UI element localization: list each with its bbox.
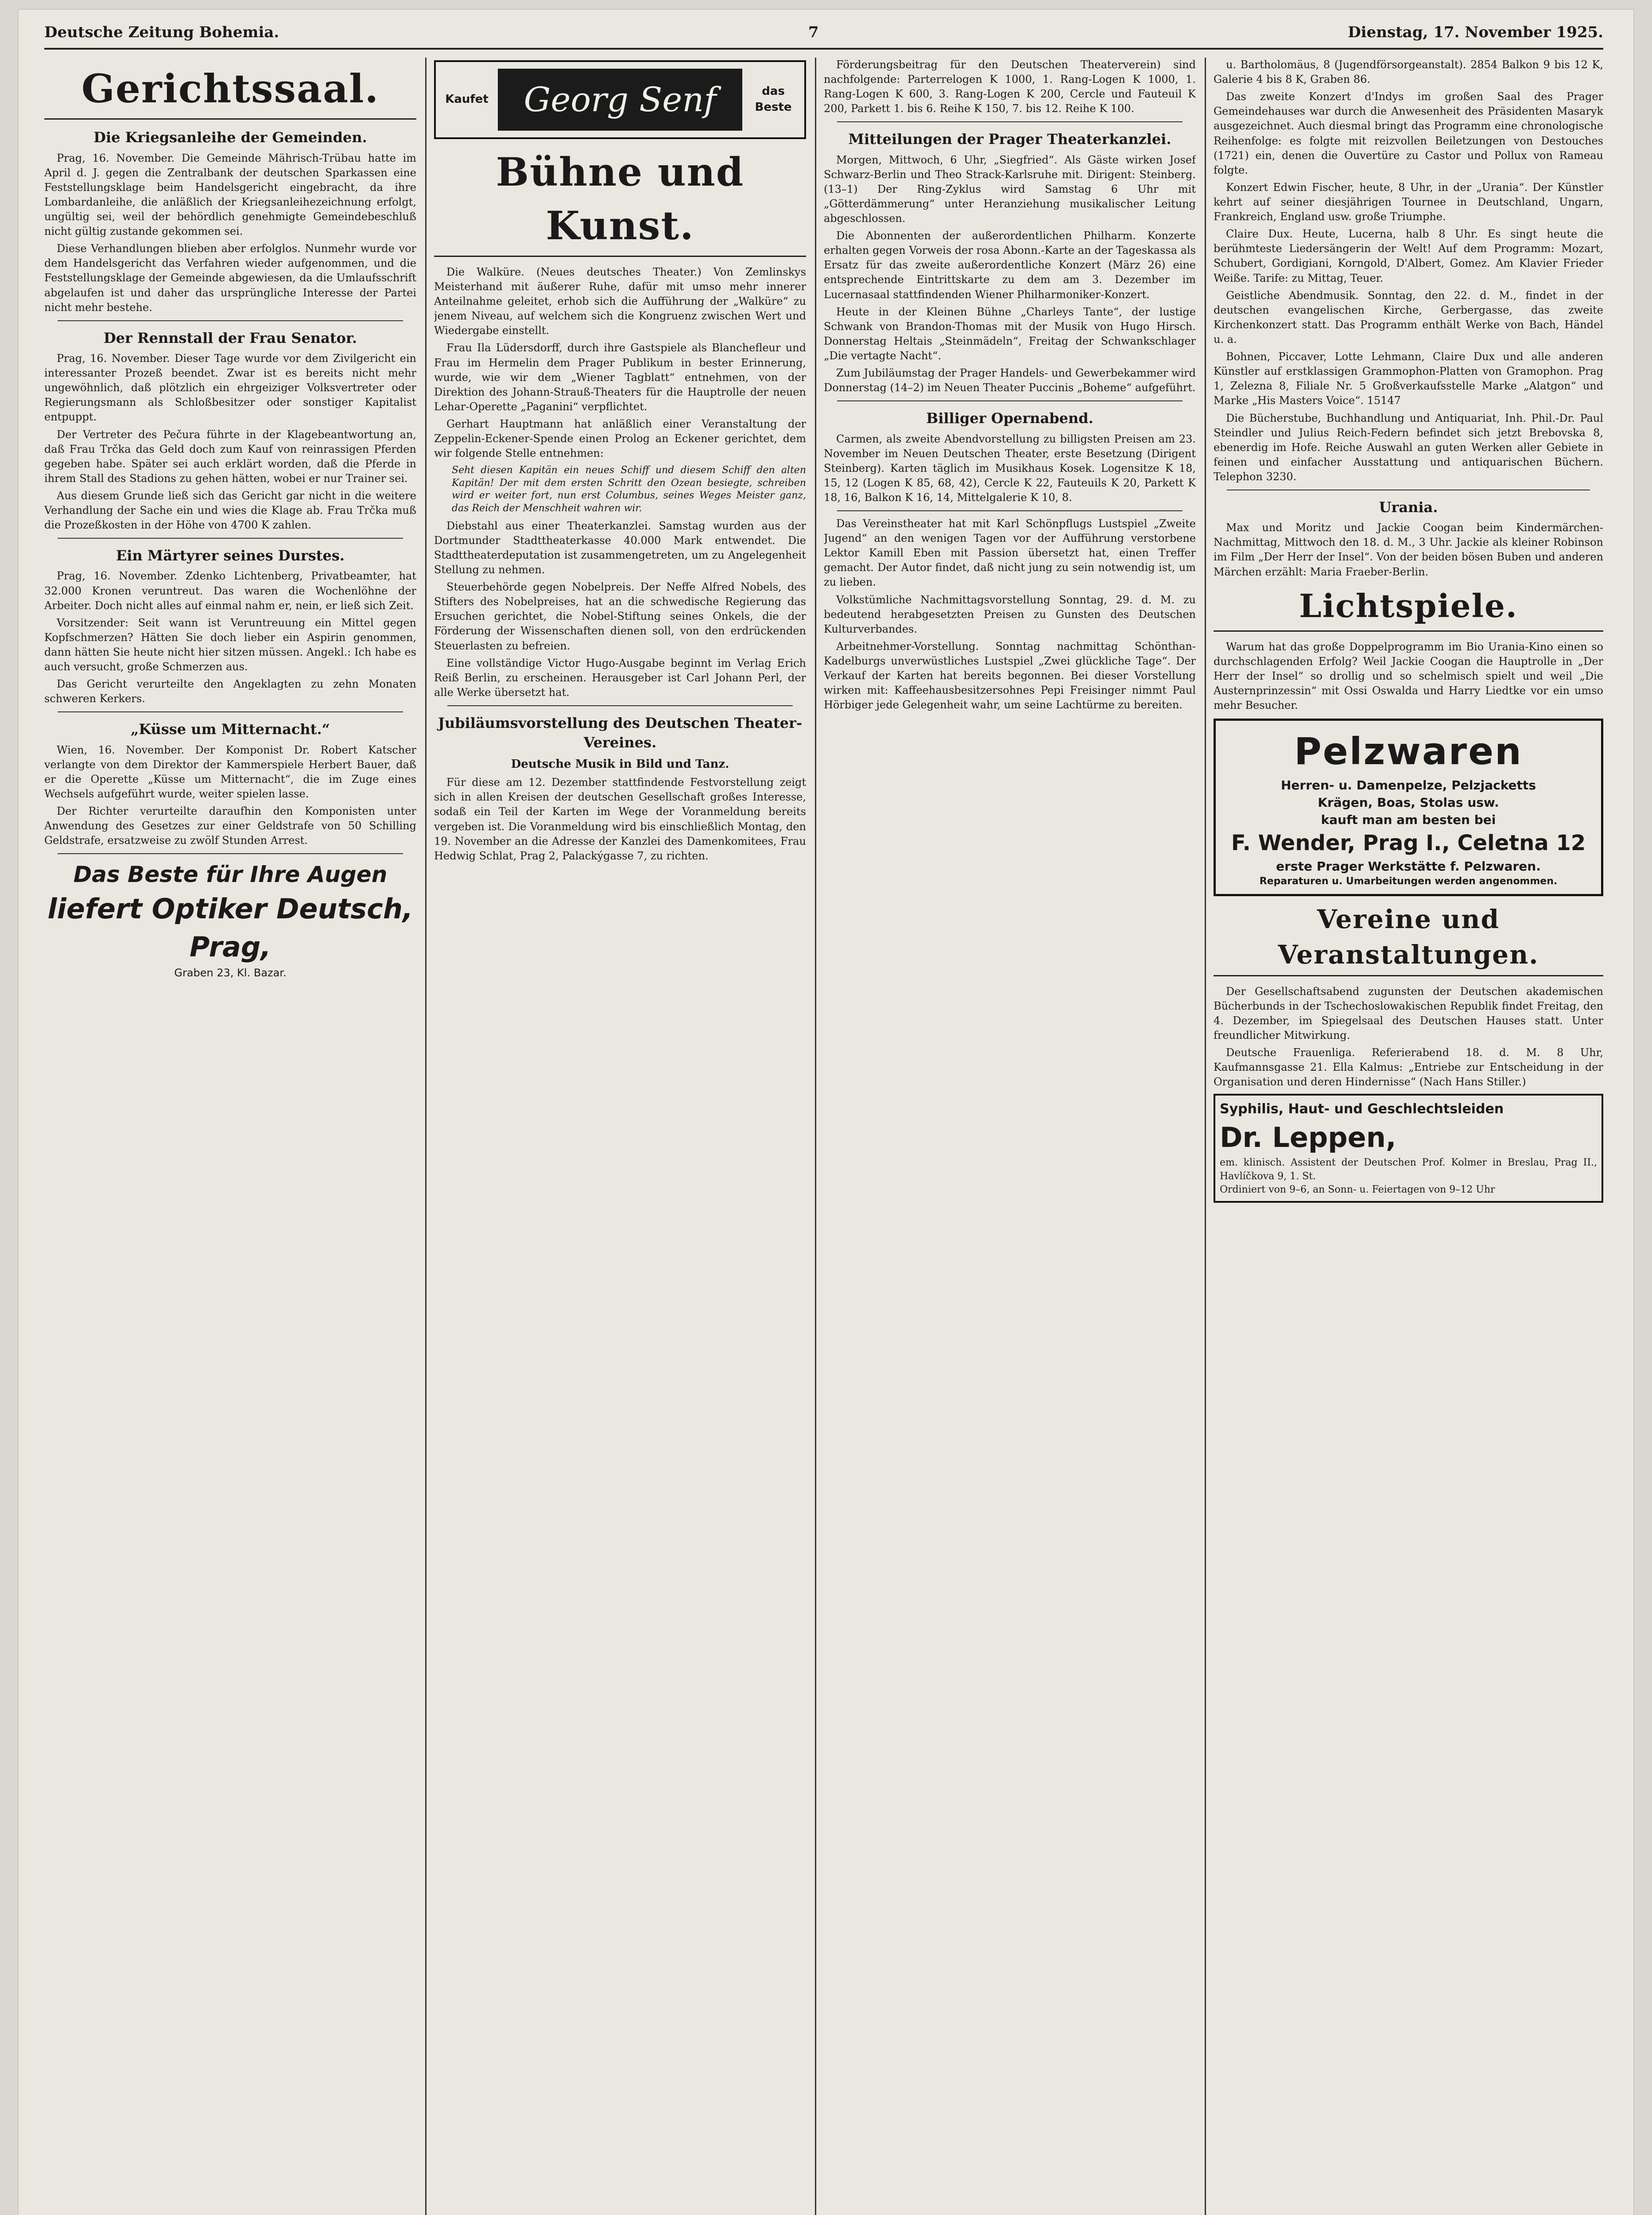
section-title-associations: Vereine und Veranstaltungen.	[1214, 902, 1603, 976]
ad-line: erste Prager Werkstätte f. Pelzwaren.	[1276, 859, 1541, 874]
section-title-court: Gerichtssaal.	[44, 62, 416, 120]
article-paragraph: Prag, 16. November. Die Gemeinde Mährisch-Trübau hatte im April d. J. gegen die Zentralbank der deutschen Sparkassen eine Feststellungsklage beim Handelsgericht eingebracht, da ihre Lombardanleihe, die anläßlich der Kriegsanleihezeichnung erfolgt, ungültig sei, weil der behördlich genehmigte Gemeindebeschluß nicht gültig zustande gekommen sei.	[44, 152, 416, 238]
article-paragraph: Der Gesellschaftsabend zugunsten der Deutschen akademischen Bücherbunds in der Tschechoslowakischen Republik findet Freitag, den 4. Dezember, im Spiegelsaal des Deutschen Hauses statt. Unter freundlicher Mitwirkung.	[1214, 985, 1603, 1041]
article-heading: Urania.	[1379, 499, 1438, 516]
article-paragraph: Max und Moritz und Jackie Coogan beim Kindermärchen-Nachmittag, Mittwoch den 18. d. M., 3 Uhr. Jackie als kleiner Robinson im Film „Der Herr der Insel“. Von der beiden bösen Buben und anderen Märchen erzählt: Maria Fraeber-Berlin.	[1214, 521, 1603, 578]
article-paragraph: u. Bartholomäus, 8 (Jugendförsorgeanstalt). 2854 Balkon 9 bis 12 K, Galerie 4 bis 8 K, Graben 86.	[1214, 58, 1603, 86]
doctor-advertisement	[1214, 1094, 1603, 1203]
ad-line: Herren- u. Damenpelze, Pelzjacketts	[1281, 778, 1536, 793]
article-paragraph: Diese Verhandlungen blieben aber erfolglos. Nunmehr wurde vor dem Handelsgericht das Verfahren wieder aufgenommen, und die Feststellungsklage der Gemeinde abgewiesen, da die Umlaufsschrift abgelaufen ist und daher das ursprüngliche Interesse der Partei nicht mehr bestehe.	[44, 242, 416, 314]
article-paragraph: Konzert Edwin Fischer, heute, 8 Uhr, in der „Urania“. Der Künstler kehrt auf seiner diesjährigen Tournee in Deutschland, Ungarn, Frankreich, England usw. große Triumphe.	[1214, 181, 1603, 223]
article-heading: Billiger Opernabend.	[926, 410, 1094, 427]
article-paragraph: Gerhart Hauptmann hat anläßlich einer Veranstaltung der Zeppelin-Eckener-Spende einen Prolog an Eckener gerichtet, dem wir folgende Stelle entnehmen:	[434, 417, 806, 460]
ad-company: Dr. Leppen,	[1220, 1121, 1396, 1154]
ad-address: Graben 23, Kl. Bazar.	[174, 967, 287, 979]
article-heading: Ein Märtyrer seines Durstes.	[116, 547, 345, 564]
divider	[58, 711, 403, 712]
article-heading: Mitteilungen der Prager Theaterkanzlei.	[848, 131, 1171, 148]
ad-line: Krägen, Boas, Stolas usw.	[1318, 795, 1499, 810]
column-3	[824, 58, 1196, 2215]
poem-quote: Seht diesen Kapitän ein neues Schiff und diesem Schiff den alten Kapitän! Der mit dem ersten Schritt den Ozean besiegte, schreiben wird er weiter fort, nun erst Columbus, seines Weges Meister ganz, das Reich der Menschheit wahren wir.	[452, 465, 806, 514]
ad-line: Reparaturen u. Umarbeitungen werden angenommen.	[1259, 876, 1558, 887]
column-2	[434, 58, 806, 2215]
article-paragraph: Das Gericht verurteilte den Angeklagten zu zehn Monaten schweren Kerkers.	[44, 678, 416, 705]
divider	[58, 853, 403, 854]
column-rule	[425, 58, 427, 2215]
optician-advertisement	[44, 859, 416, 980]
article-paragraph: Frau Ila Lüdersdorff, durch ihre Gastspiele als Blanchefleur und Frau im Hermelin dem Prager Publikum in bester Erinnerung, wurde, wie wir dem „Wiener Tagblatt“ entnehmen, von der Direktion des Johann-Strauß-Theaters für die Hauptrolle der neuen Lehar-Operette „Paganini“ verpflichtet.	[434, 342, 806, 413]
article-paragraph: Die Bücherstube, Buchhandlung und Antiquariat, Inh. Phil.-Dr. Paul Steindler und Julius Reich-Federn befindet sich jetzt Brebovska 8, ebenerdig im Hofe. Reiche Auswahl an guten Werken aller Gebiete in feinen und einfacher Ausstattung und antiquarischen Büchern. Telephon 3230.	[1214, 412, 1603, 483]
page-header	[44, 17, 1603, 50]
article-heading: Die Kriegsanleihe der Gemeinden.	[93, 129, 367, 146]
article-paragraph: Die Abonnenten der außerordentlichen Philharm. Konzerte erhalten gegen Vorweis der rosa Abonn.-Karte an der Tageskassa als Ersatz für das zweite außerordentliche Konzert (März 26) eine entsprechende Eintrittskarte zu dem am 3. Dezember im Lucernasaal stattfindenden Wiener Philharmoniker-Konzert.	[824, 229, 1196, 301]
divider	[837, 510, 1183, 511]
article-paragraph: Prag, 16. November. Dieser Tage wurde vor dem Zivilgericht ein interessanter Prozeß beendet. Zwar ist es bereits nicht mehr ungewöhnlich, daß plötzlich ein ehrgeiziger Volksvertreter oder Regierungsmann als Schloßbesitzer oder sonstiger Kapitalist entpuppt.	[44, 352, 416, 424]
article-paragraph: Volkstümliche Nachmittagsvorstellung Sonntag, 29. d. M. zu bedeutend herabgesetzten Preisen zu Gunsten des Deutschen Kulturverbandes.	[824, 593, 1196, 635]
article-heading: Der Rennstall der Frau Senator.	[103, 329, 357, 346]
article-heading: Jubiläumsvorstellung des Deutschen Theater-Vereines.	[438, 714, 803, 751]
divider	[58, 538, 403, 539]
ad-company: liefert Optiker Deutsch, Prag,	[47, 893, 413, 963]
column-rule	[1205, 58, 1206, 2215]
article-paragraph: Claire Dux. Heute, Lucerna, halb 8 Uhr. Es singt heute die berühmteste Liedersängerin der Welt! Auf dem Programm: Mozart, Schubert, Gordigiani, Korngold, D'Albert, Gomez. Am Klavier Frieder Weiße. Tarife: zu Mittag, Teuer.	[1214, 228, 1603, 284]
masthead-name: Deutsche Zeitung Bohemia.	[44, 23, 279, 41]
article-paragraph: Der Richter verurteilte daraufhin den Komponisten unter Anwendung des Gesetzes zur einer Geldstrafe von 50 Schilling Geldstrafe, ersatzweise zu zwölf Stunden Arrest.	[44, 805, 416, 847]
divider	[837, 121, 1183, 122]
article-paragraph: Aus diesem Grunde ließ sich das Gericht gar nicht in die weitere Verhandlung der Sache ein und wies die Klage ab. Frau Trčka muß die Prozeßkosten in der Höhe von 4700 K zahlen.	[44, 489, 416, 532]
article-paragraph: Wien, 16. November. Der Komponist Dr. Robert Katscher verlangte von dem Direktor der Kammerspiele Herbert Bauer, daß er die Operette „Küsse um Mitternacht“, die im Zuge eines Wechsels aufgeführt wurde, weiter spielen lasse.	[44, 743, 416, 800]
article-paragraph: Der Vertreter des Pečura führte in der Klagebeantwortung an, daß Frau Trčka das Geld doch zum Kauf von reinrassigen Pferden gegeben habe. Später sei auch erklärt worden, daß die Pferde in ihrem Stall des Stadions zu gehen hätten, wobei er nur Trainer sei.	[44, 428, 416, 485]
article-paragraph: Vorsitzender: Seit wann ist Veruntreuung ein Mittel gegen Kopfschmerzen? Hätten Sie doch lieber ein Aspirin genommen, dann hätten Sie heute nicht hier sitzen müssen. Angekl.: Ich habe es auch versucht, große Schmerzen aus.	[44, 616, 416, 673]
section-title-cinema: Lichtspiele.	[1214, 584, 1603, 632]
article-paragraph: Die Walküre. (Neues deutsches Theater.) Von Zemlinskys Meisterhand mit äußerer Ruhe, dafür mit umso mehr innerer Anteilnahme geleitet, erhob sich die Aufführung der „Walküre“ zu jenem Niveau, auf welchem sich die Kongruenz zwischen Wert und Wiedergabe einstellt.	[434, 265, 806, 337]
ad-headline: Das Beste für Ihre Augen	[73, 862, 388, 888]
article-paragraph: Das zweite Konzert d'Indys im großen Saal des Prager Gemeindehauses war durch die Anwesenheit des Präsidenten Masaryk ausgezeichnet. Auch diesmal bringt das Programm eine chronologische Reihenfolge: es folgte mit reizvollen Beiletzungen von Destouches (1721) ein, denen die Ouvertüre zu Castor und Pollux von Rameau folgte.	[1214, 90, 1603, 176]
issue-date: Dienstag, 17. November 1925.	[1348, 23, 1603, 41]
article-paragraph: Für diese am 12. Dezember stattfindende Festvorstellung zeigt sich in allen Kreisen der deutschen Gesellschaft großes Interesse, sodaß ein Teil der Karten im Wege der Voranmeldung bereits vergeben ist. Die Voranmeldung wird bis einschließlich Montag, den 19. November an die Adresse der Kanzlei des Damenkomitees, Frau Hedwig Schlat, Prag 2, Palackýgasse 7, zu richten.	[434, 776, 806, 862]
brand-logo: Georg Senf	[498, 69, 742, 131]
ad-line: Syphilis, Haut- und Geschlechtsleiden	[1220, 1101, 1504, 1117]
article-paragraph: Prag, 16. November. Zdenko Lichtenberg, Privatbeamter, hat 32.000 Kronen veruntreut. Das waren die Wochenlöhne der Arbeiter. Doch nicht alles auf einmal nahm er, nein, er ließ sich Zeit.	[44, 570, 416, 612]
page-number: 7	[808, 23, 819, 41]
article-paragraph: Carmen, als zweite Abendvorstellung zu billigsten Preisen am 23. November im Neuen Deutschen Theater, erste Besetzung (Dirigent Steinberg). Karten täglich im Musikhaus Kosek. Logensitze K 18, 15, 12 (Logen K 85, 68, 42), Cercle K 22, Fauteuils K 20, Parkett K 18, 16, Balkon K 16, 14, Mittelgalerie K 10, 8.	[824, 432, 1196, 504]
article-paragraph: Förderungsbeitrag für den Deutschen Theaterverein) sind nachfolgende: Parterrelogen K 1000, 1. Rang-Logen K 1000, 1. Rang-Logen K 600, 3. Rang-Logen K 200, Cercle und Fauteuil K 200, Parkett 1. bis 6. Reihe K 150, 7. bis 12. Reihe K 100.	[824, 58, 1196, 115]
article-paragraph: Steuerbehörde gegen Nobelpreis. Der Neffe Alfred Nobels, des Stifters des Nobelpreises, hat an die schwedische Regierung das Ersuchen gerichtet, die Nobel-Stiftung seines Onkels, die der Förderung der Wissenschaften dienen soll, von den erdrückenden Steuerlasten zu befreien.	[434, 581, 806, 652]
article-heading: „Küsse um Mitternacht.“	[130, 721, 330, 738]
ad-left-text: Kaufet	[445, 93, 489, 106]
fur-advertisement	[1214, 719, 1603, 896]
column-rule	[815, 58, 816, 2215]
article-paragraph: Arbeitnehmer-Vorstellung. Sonntag nachmittag Schönthan-Kadelburgs unverwüstliches Lustspiel „Zwei glückliche Tage“. Der Verkauf der Karten hat bereits begonnen. Bei dieser Vorstellung wirken mit: Kaffeehausbesitzersohnes Pepi Freisinger nimmt Paul Hörbiger jede Gelegenheit wahr, um seine Lachtürme zu bereiten.	[824, 640, 1196, 711]
article-paragraph: Diebstahl aus einer Theaterkanzlei. Samstag wurden aus der Dortmunder Stadttheaterkasse 40.000 Mark entwendet. Die Stadttheaterdeputation ist zusammengetreten, um zu Angelegenheit Stellung zu nehmen.	[434, 519, 806, 576]
senf-advertisement	[434, 60, 806, 139]
ad-line: Ordiniert von 9–6, an Sonn- u. Feiertagen von 9–12 Uhr	[1220, 1184, 1495, 1196]
divider	[58, 320, 403, 321]
newspaper-page	[18, 9, 1634, 2215]
section-title-arts: Bühne und Kunst.	[434, 145, 806, 257]
ad-right-text: das Beste	[755, 85, 792, 114]
ad-headline: Pelzwaren	[1294, 729, 1523, 773]
article-paragraph: Zum Jubiläumstag der Prager Handels- und Gewerbekammer wird Donnerstag (14–2) im Neuen Theater Puccinis „Boheme“ aufgeführt.	[824, 367, 1196, 394]
article-subheading: Deutsche Musik in Bild und Tanz.	[511, 758, 729, 771]
article-paragraph: Bohnen, Piccaver, Lotte Lehmann, Claire Dux und alle anderen Künstler auf erstklassigen Grammophon-Platten von Gramophon. Prag 1, Zelezna 8, Filiale Nr. 5 Großverkaufsstelle Marke „Alatgon“ und Marke „His Masters Voice“. 15147	[1214, 350, 1603, 407]
article-paragraph: Warum hat das große Doppelprogramm im Bio Urania-Kino einen so durchschlagenden Erfolg? Weil Jackie Coogan die Hauptrolle in „Der Herr der Insel“ so drollig und so schelmisch spielt und weil „Die Austernprinzessin“ mit Ossi Oswalda und Harry Liedtke vor ein umso mehr Besucher.	[1214, 641, 1603, 712]
article-paragraph: Eine vollständige Victor Hugo-Ausgabe beginnt im Verlag Erich Reiß Berlin, zu erscheinen. Herausgeber ist Carl Johann Perl, der alle Werke übersetzt hat.	[434, 657, 806, 699]
column-1	[44, 58, 416, 2215]
article-paragraph: Morgen, Mittwoch, 6 Uhr, „Siegfried“. Als Gäste wirken Josef Schwarz-Berlin und Theo Strack-Karlsruhe mit. Dirigent: Steinberg. (13–1) Der Ring-Zyklus wird Samstag 6 Uhr mit „Götterdämmerung“ unter Heranziehung musikalischer Leitung abgeschlossen.	[824, 153, 1196, 225]
article-paragraph: Deutsche Frauenliga. Referierabend 18. d. M. 8 Uhr, Kaufmannsgasse 21. Ella Kalmus: „Entriebe zur Entscheidung in der Organisation und deren Hindernisse“ (Nach Hans Stiller.)	[1214, 1046, 1603, 1088]
ad-line: em. klinisch. Assistent der Deutschen Prof. Kolmer in Breslau, Prag II., Havlíčkova 9, 1. St.	[1220, 1157, 1597, 1182]
divider	[447, 705, 793, 706]
article-paragraph: Heute in der Kleinen Bühne „Charleys Tante“, der lustige Schwank von Brandon-Thomas mit der Musik von Hugo Hirsch. Donnerstag Heltais „Steinmädeln“, Freitag der Schwankschlager „Die vertagte Nacht“.	[824, 305, 1196, 362]
ad-line: kauft man am besten bei	[1321, 812, 1496, 827]
article-paragraph: Geistliche Abendmusik. Sonntag, den 22. d. M., findet in der deutschen evangelischen Kirche, Gerbergasse, das zweite Kirchenkonzert statt. Das Programm enthält Werke von Bach, Händel u. a.	[1214, 289, 1603, 346]
divider	[837, 400, 1183, 401]
article-paragraph: Das Vereinstheater hat mit Karl Schönpflugs Lustspiel „Zweite Jugend“ an den wenigen Tagen vor der Aufführung verstorbene Lektor Kamill Eben mit Passion übersetzt hat, einen Treffer gemacht. Der Autor findet, daß nicht jung zu sein notwendig ist, um zu lieben.	[824, 517, 1196, 589]
column-4	[1214, 58, 1603, 2215]
ad-company: F. Wender, Prag I., Celetna 12	[1231, 831, 1586, 856]
